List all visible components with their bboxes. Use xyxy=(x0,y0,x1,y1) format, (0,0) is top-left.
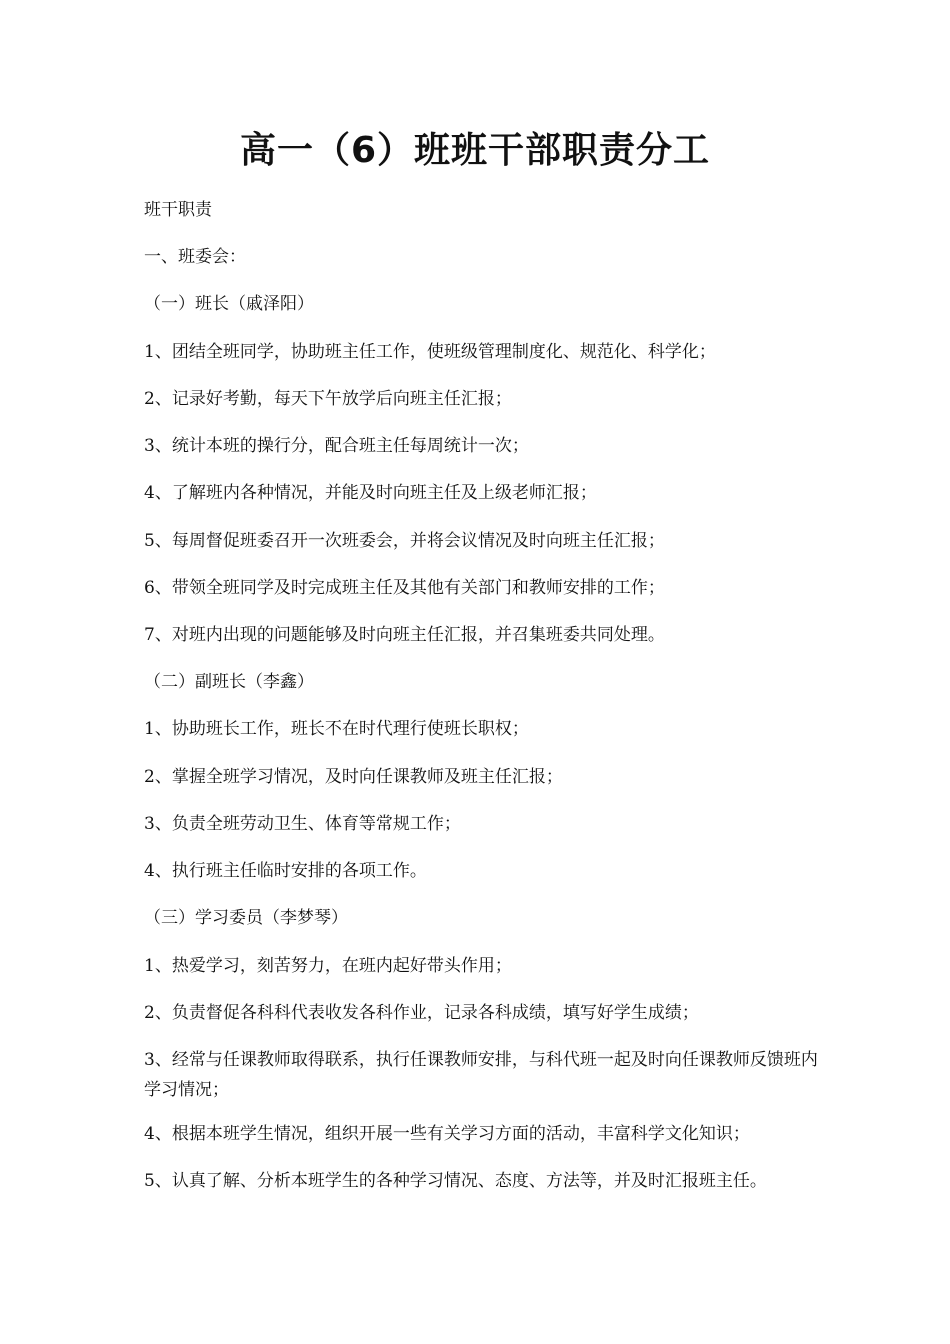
section-heading: 班干职责 xyxy=(144,200,212,220)
subsection-heading: （三）学习委员（李梦琴） xyxy=(144,908,348,928)
duty-item: 4、了解班内各种情况，并能及时向班主任及上级老师汇报； xyxy=(144,483,597,503)
duty-item: 4、执行班主任临时安排的各项工作。 xyxy=(144,861,427,881)
duty-item: 2、记录好考勤，每天下午放学后向班主任汇报； xyxy=(144,389,512,409)
duty-item: 3、统计本班的操行分，配合班主任每周统计一次； xyxy=(144,436,529,456)
subsection-heading: （二）副班长（李鑫） xyxy=(144,672,314,692)
duty-item: 3、经常与任课教师取得联系，执行任课教师安排，与科代班一起及时向任课教师反馈班内学习情况； xyxy=(144,1050,818,1100)
duty-item: 5、认真了解、分析本班学生的各种学习情况、态度、方法等，并及时汇报班主任。 xyxy=(144,1171,767,1191)
duty-item: 1、团结全班同学，协助班主任工作，使班级管理制度化、规范化、科学化； xyxy=(144,342,716,362)
duty-item: 1、协助班长工作，班长不在时代理行使班长职权； xyxy=(144,719,529,739)
duty-item: 2、负责督促各科科代表收发各科作业，记录各科成绩，填写好学生成绩； xyxy=(144,1003,699,1023)
duty-item: 3、负责全班劳动卫生、体育等常规工作； xyxy=(144,814,461,834)
section-heading: 一、班委会： xyxy=(144,247,246,267)
duty-item: 4、根据本班学生情况，组织开展一些有关学习方面的活动，丰富科学文化知识； xyxy=(144,1124,750,1144)
duty-item: 1、热爱学习，刻苦努力，在班内起好带头作用； xyxy=(144,956,512,976)
document-title: 高一（6）班班干部职责分工 xyxy=(239,130,711,171)
duty-item: 5、每周督促班委召开一次班委会，并将会议情况及时向班主任汇报； xyxy=(144,531,665,551)
duty-item: 2、掌握全班学习情况，及时向任课教师及班主任汇报； xyxy=(144,767,563,787)
duty-item: 6、带领全班同学及时完成班主任及其他有关部门和教师安排的工作； xyxy=(144,578,665,598)
subsection-heading: （一）班长（戚泽阳） xyxy=(144,294,314,314)
duty-item: 7、对班内出现的问题能够及时向班主任汇报，并召集班委共同处理。 xyxy=(144,625,665,645)
